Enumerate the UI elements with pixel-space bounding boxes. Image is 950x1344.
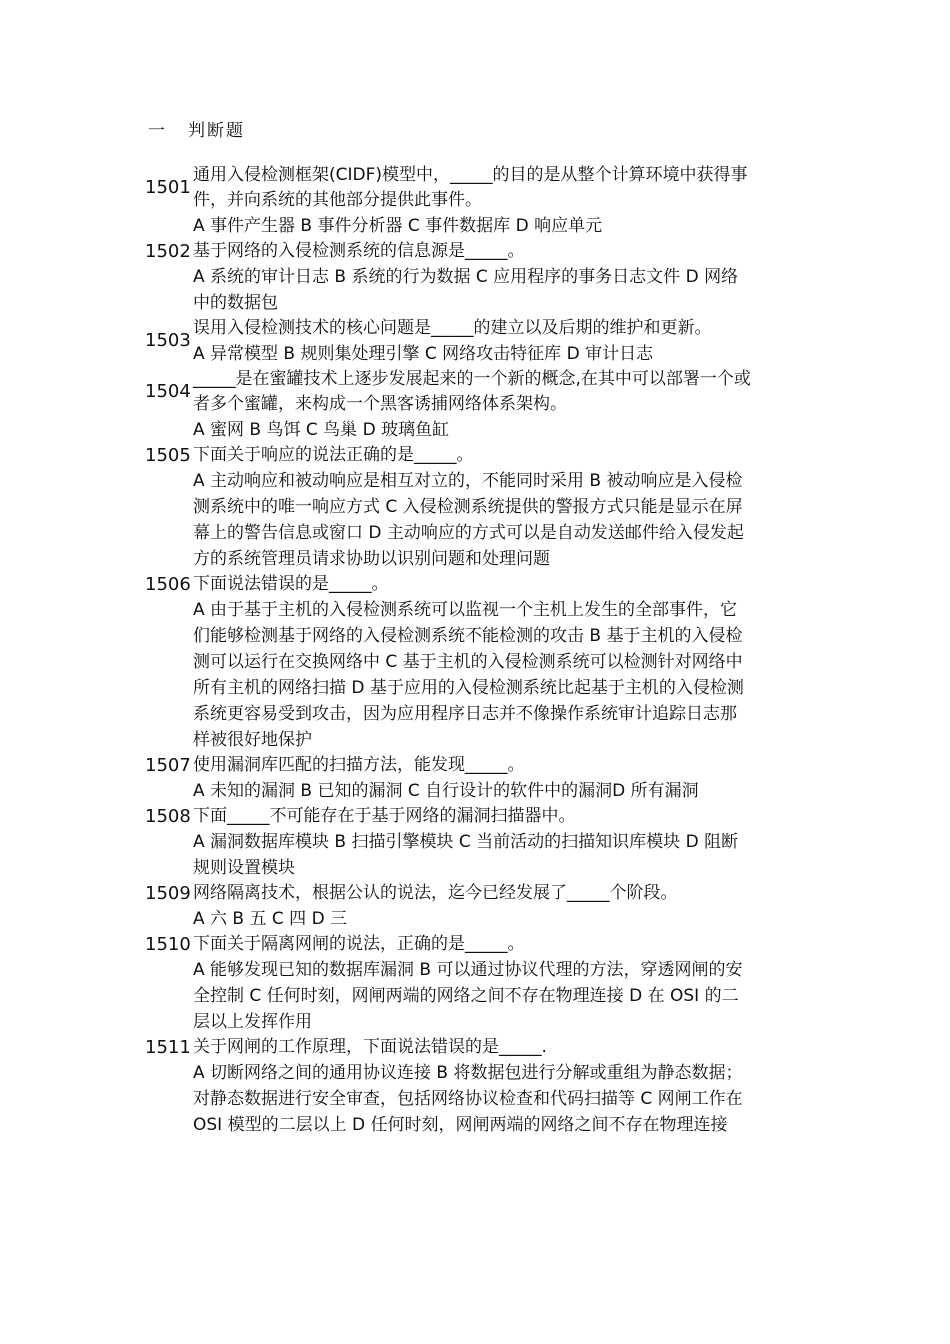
question-number: 1503: [145, 330, 191, 351]
question-text: 关于网闸的工作原理，下面说法错误的是_____.: [193, 1037, 547, 1057]
question-item: [145, 753, 765, 804]
question-number: 1507: [145, 755, 191, 776]
question-number: 1511: [145, 1037, 191, 1058]
question-item: [145, 572, 765, 753]
question-number: 1508: [145, 806, 191, 827]
question-item: [145, 932, 765, 1035]
question-list: [145, 163, 765, 1138]
question-number: 1502: [145, 241, 191, 262]
question-text: 误用入侵检测技术的核心问题是_____的建立以及后期的维护和更新。: [193, 318, 712, 338]
question-text: 网络隔离技术，根据公认的说法，迄今已经发展了_____个阶段。: [193, 883, 678, 903]
question-number: 1501: [145, 177, 191, 198]
question-options: A 漏洞数据库模块 B 扫描引擎模块 C 当前活动的扫描知识库模块 D 阻断规则设置模块: [193, 832, 739, 878]
question-options: A 主动响应和被动响应是相互对立的，不能同时采用 B 被动响应是入侵检测系统中的唯一响应方式 C 入侵检测系统提供的警报方式只能是显示在屏幕上的警告信息或窗口 D 主动响应的方式可以是自动发送邮件给入侵发起方的系统管理员请求协助以识别问题和处理问题: [193, 471, 744, 569]
question-text: 基于网络的入侵检测系统的信息源是_____。: [193, 241, 525, 261]
question-number: 1505: [145, 445, 191, 466]
question-text: 下面说法错误的是_____。: [193, 574, 389, 594]
question-item: [145, 1035, 765, 1138]
question-number: 1504: [145, 381, 191, 402]
question-item: [145, 163, 765, 239]
question-options: A 系统的审计日志 B 系统的行为数据 C 应用程序的事务日志文件 D 网络中的数据包: [193, 267, 739, 313]
question-item: [145, 367, 765, 443]
section-title-text: 判断题: [188, 121, 245, 141]
question-options: A 切断网络之间的通用协议连接 B 将数据包进行分解或重组为静态数据；对静态数据进行安全审查，包括网络协议检查和代码扫描等 C 网闸工作在 OSI 模型的二层以上 D 任何时刻，网闸两端的网络之间不存在物理连接: [193, 1063, 743, 1135]
question-options: A 异常模型 B 规则集处理引擎 C 网络攻击特征库 D 审计日志: [193, 344, 654, 364]
question-item: [145, 316, 765, 367]
question-text: 使用漏洞库匹配的扫描方法，能发现_____。: [193, 755, 525, 775]
question-options: A 未知的漏洞 B 已知的漏洞 C 自行设计的软件中的漏洞D 所有漏洞: [193, 781, 699, 801]
question-item: [145, 239, 765, 316]
question-text: _____是在蜜罐技术上逐步发展起来的一个新的概念,在其中可以部署一个或者多个蜜罐，来构成一个黑客诱捕网络体系架构。: [193, 369, 751, 414]
question-item: [145, 881, 765, 932]
question-text: 下面关于响应的说法正确的是_____。: [193, 445, 474, 465]
question-number: 1509: [145, 883, 191, 904]
section-number: 一: [148, 121, 167, 141]
question-number: 1506: [145, 574, 191, 595]
question-text: 下面_____不可能存在于基于网络的漏洞扫描器中。: [193, 806, 576, 826]
question-item: [145, 443, 765, 572]
question-options: A 由于基于主机的入侵检测系统可以监视一个主机上发生的全部事件，它们能够检测基于网络的入侵检测系统不能检测的攻击 B 基于主机的入侵检测可以运行在交换网络中 C 基于主机的入侵检测系统可以检测针对网络中所有主机的网络扫描 D 基于应用的入侵检测系统比起基于主机的入侵检测系统更容易受到攻击，因为应用程序日志并不像操作系统审计追踪日志那样被很好地保护: [193, 600, 744, 750]
question-options: A 事件产生器 B 事件分析器 C 事件数据库 D 响应单元: [193, 216, 603, 236]
question-options: A 六 B 五 C 四 D 三: [193, 909, 348, 929]
question-text: 通用入侵检测框架(CIDF)模型中，_____的目的是从整个计算环境中获得事件，并向系统的其他部分提供此事件。: [193, 165, 748, 210]
question-number: 1510: [145, 934, 191, 955]
question-item: [145, 804, 765, 881]
section-heading: [148, 116, 245, 141]
question-options: A 蜜网 B 鸟饵 C 鸟巢 D 玻璃鱼缸: [193, 420, 450, 440]
question-options: A 能够发现已知的数据库漏洞 B 可以通过协议代理的方法，穿透网闸的安全控制 C 任何时刻，网闸两端的网络之间不存在物理连接 D 在 OSI 的二层以上发挥作用: [193, 960, 743, 1032]
question-text: 下面关于隔离网闸的说法，正确的是_____。: [193, 934, 525, 954]
